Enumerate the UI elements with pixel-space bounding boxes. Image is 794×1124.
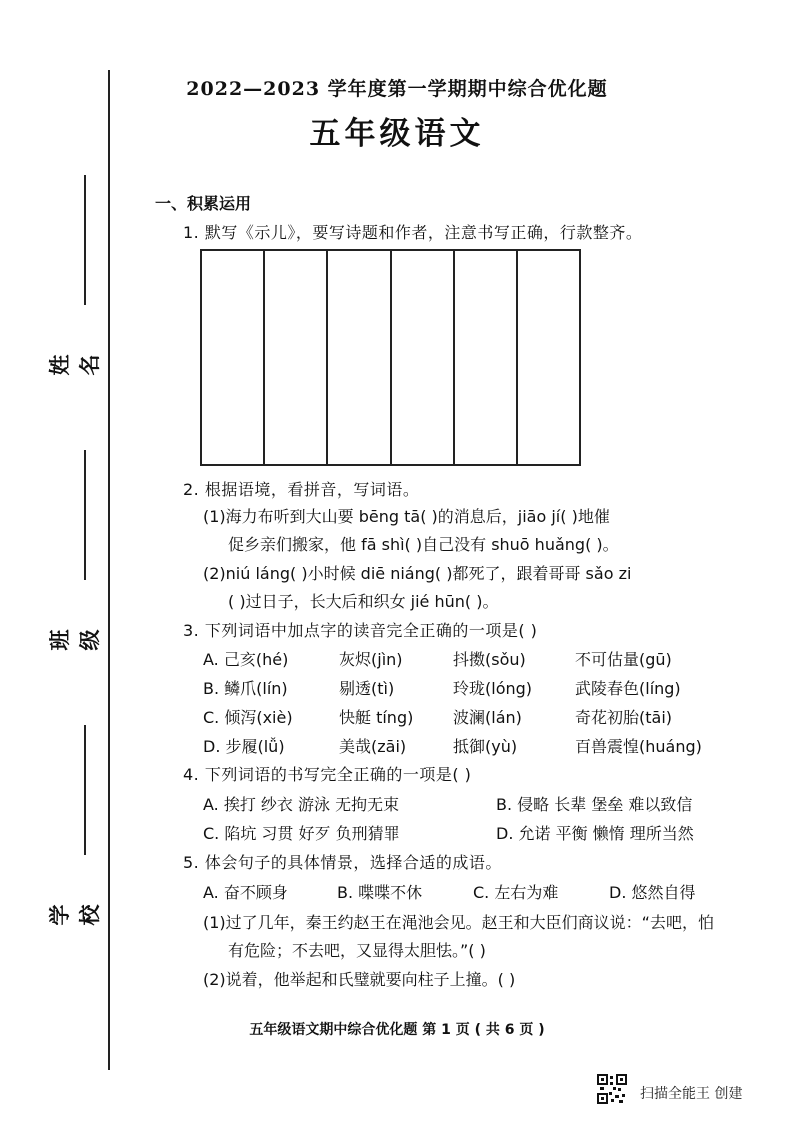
grid-column[interactable] — [455, 251, 518, 464]
binding-line — [108, 70, 110, 1070]
question-2: 2. 根据语境，看拼音，写词语。 — [183, 480, 420, 499]
q3-item: C. 倾泻(xiè) — [203, 708, 293, 727]
q3-item: B. 鳞爪(lín) — [203, 679, 288, 698]
grid-column[interactable] — [202, 251, 265, 464]
name-label: 姓名 — [47, 344, 102, 376]
q3-item: 玲珑(lóng) — [453, 679, 533, 698]
q3-item: 灰烬(jìn) — [339, 650, 403, 669]
q3-item: 抖擞(sǒu) — [453, 650, 526, 669]
q3-item: 美哉(zāi) — [339, 737, 407, 756]
q4-option-a[interactable]: A. 挨打 纱衣 游泳 无拘无束 — [203, 795, 400, 814]
question-5: 5. 体会句子的具体情景，选择合适的成语。 — [183, 853, 502, 872]
question-3: 3. 下列词语中加点字的读音完全正确的一项是( ) — [183, 621, 538, 640]
q5-sentence-1-line-1: (1)过了几年，秦王约赵王在渑池会见。赵王和大臣们商议说：“去吧，怕 — [203, 913, 714, 932]
grid-column[interactable] — [265, 251, 328, 464]
q5-option: A. 奋不顾身 — [203, 883, 288, 902]
q5-option: D. 悠然自得 — [609, 883, 696, 902]
q5-sentence-2: (2)说着，他举起和氏璧就要向柱子上撞。( ) — [203, 970, 516, 989]
q4-option-b[interactable]: B. 侵略 长辈 堡垒 难以致信 — [496, 795, 693, 814]
class-label: 班级 — [47, 619, 102, 651]
q3-item: D. 步履(lǚ) — [203, 737, 285, 756]
q4-option-c[interactable]: C. 陷坑 习贯 好歹 负刑猜罪 — [203, 824, 400, 843]
exam-subject: 五年级语文 — [309, 116, 485, 152]
q3-item: 百兽震惶(huáng) — [575, 737, 702, 756]
q2-line-1: (1)海力布听到大山要 bēng tā( )的消息后，jiāo jí( )地催 — [203, 507, 610, 526]
class-underline — [84, 450, 86, 580]
q5-option: B. 喋喋不休 — [337, 883, 423, 902]
q2-line-4: ( )过日子，长大后和织女 jié hūn( )。 — [228, 592, 499, 611]
q3-item: 奇花初胎(tāi) — [575, 708, 673, 727]
grid-column[interactable] — [392, 251, 455, 464]
school-underline — [84, 725, 86, 855]
q3-item: 武陵春色(líng) — [575, 679, 681, 698]
question-1: 1. 默写《示儿》，要写诗题和作者，注意书写正确，行款整齐。 — [183, 223, 643, 242]
q5-sentence-1-line-2: 有危险；不去吧，又显得太胆怯。”( ) — [228, 941, 486, 960]
q4-option-d[interactable]: D. 允诺 平衡 懒惰 理所当然 — [496, 824, 694, 843]
q3-item: 快艇 tíng) — [339, 708, 414, 727]
q3-item: 抵御(yù) — [453, 737, 518, 756]
section-heading: 一、积累运用 — [155, 194, 252, 213]
q3-item: 波澜(lán) — [453, 708, 522, 727]
q3-item: 剔透(tì) — [339, 679, 395, 698]
q3-item: 不可估量(gū) — [575, 650, 672, 669]
q3-item: A. 己亥(hé) — [203, 650, 289, 669]
qr-code-icon — [597, 1074, 627, 1104]
q2-line-2: 促乡亲们搬家，他 fā shì( )自己没有 shuō huǎng( )。 — [228, 535, 619, 554]
school-label: 学校 — [47, 894, 102, 926]
name-underline — [84, 175, 86, 305]
grid-column[interactable] — [328, 251, 391, 464]
poem-writing-grid[interactable] — [200, 249, 581, 466]
q2-line-3: (2)niú láng( )小时候 diē niáng( )都死了，跟着哥哥 sǎo zi — [203, 564, 632, 583]
scanner-watermark: 扫描全能王 创建 — [640, 1086, 743, 1102]
exam-title: 2022—2023 学年度第一学期期中综合优化题 — [186, 78, 608, 100]
grid-column[interactable] — [518, 251, 579, 464]
question-4: 4. 下列词语的书写完全正确的一项是( ) — [183, 765, 472, 784]
page-footer: 五年级语文期中综合优化题 第 1 页 ( 共 6 页 ) — [249, 1022, 545, 1038]
q5-option: C. 左右为难 — [473, 883, 559, 902]
